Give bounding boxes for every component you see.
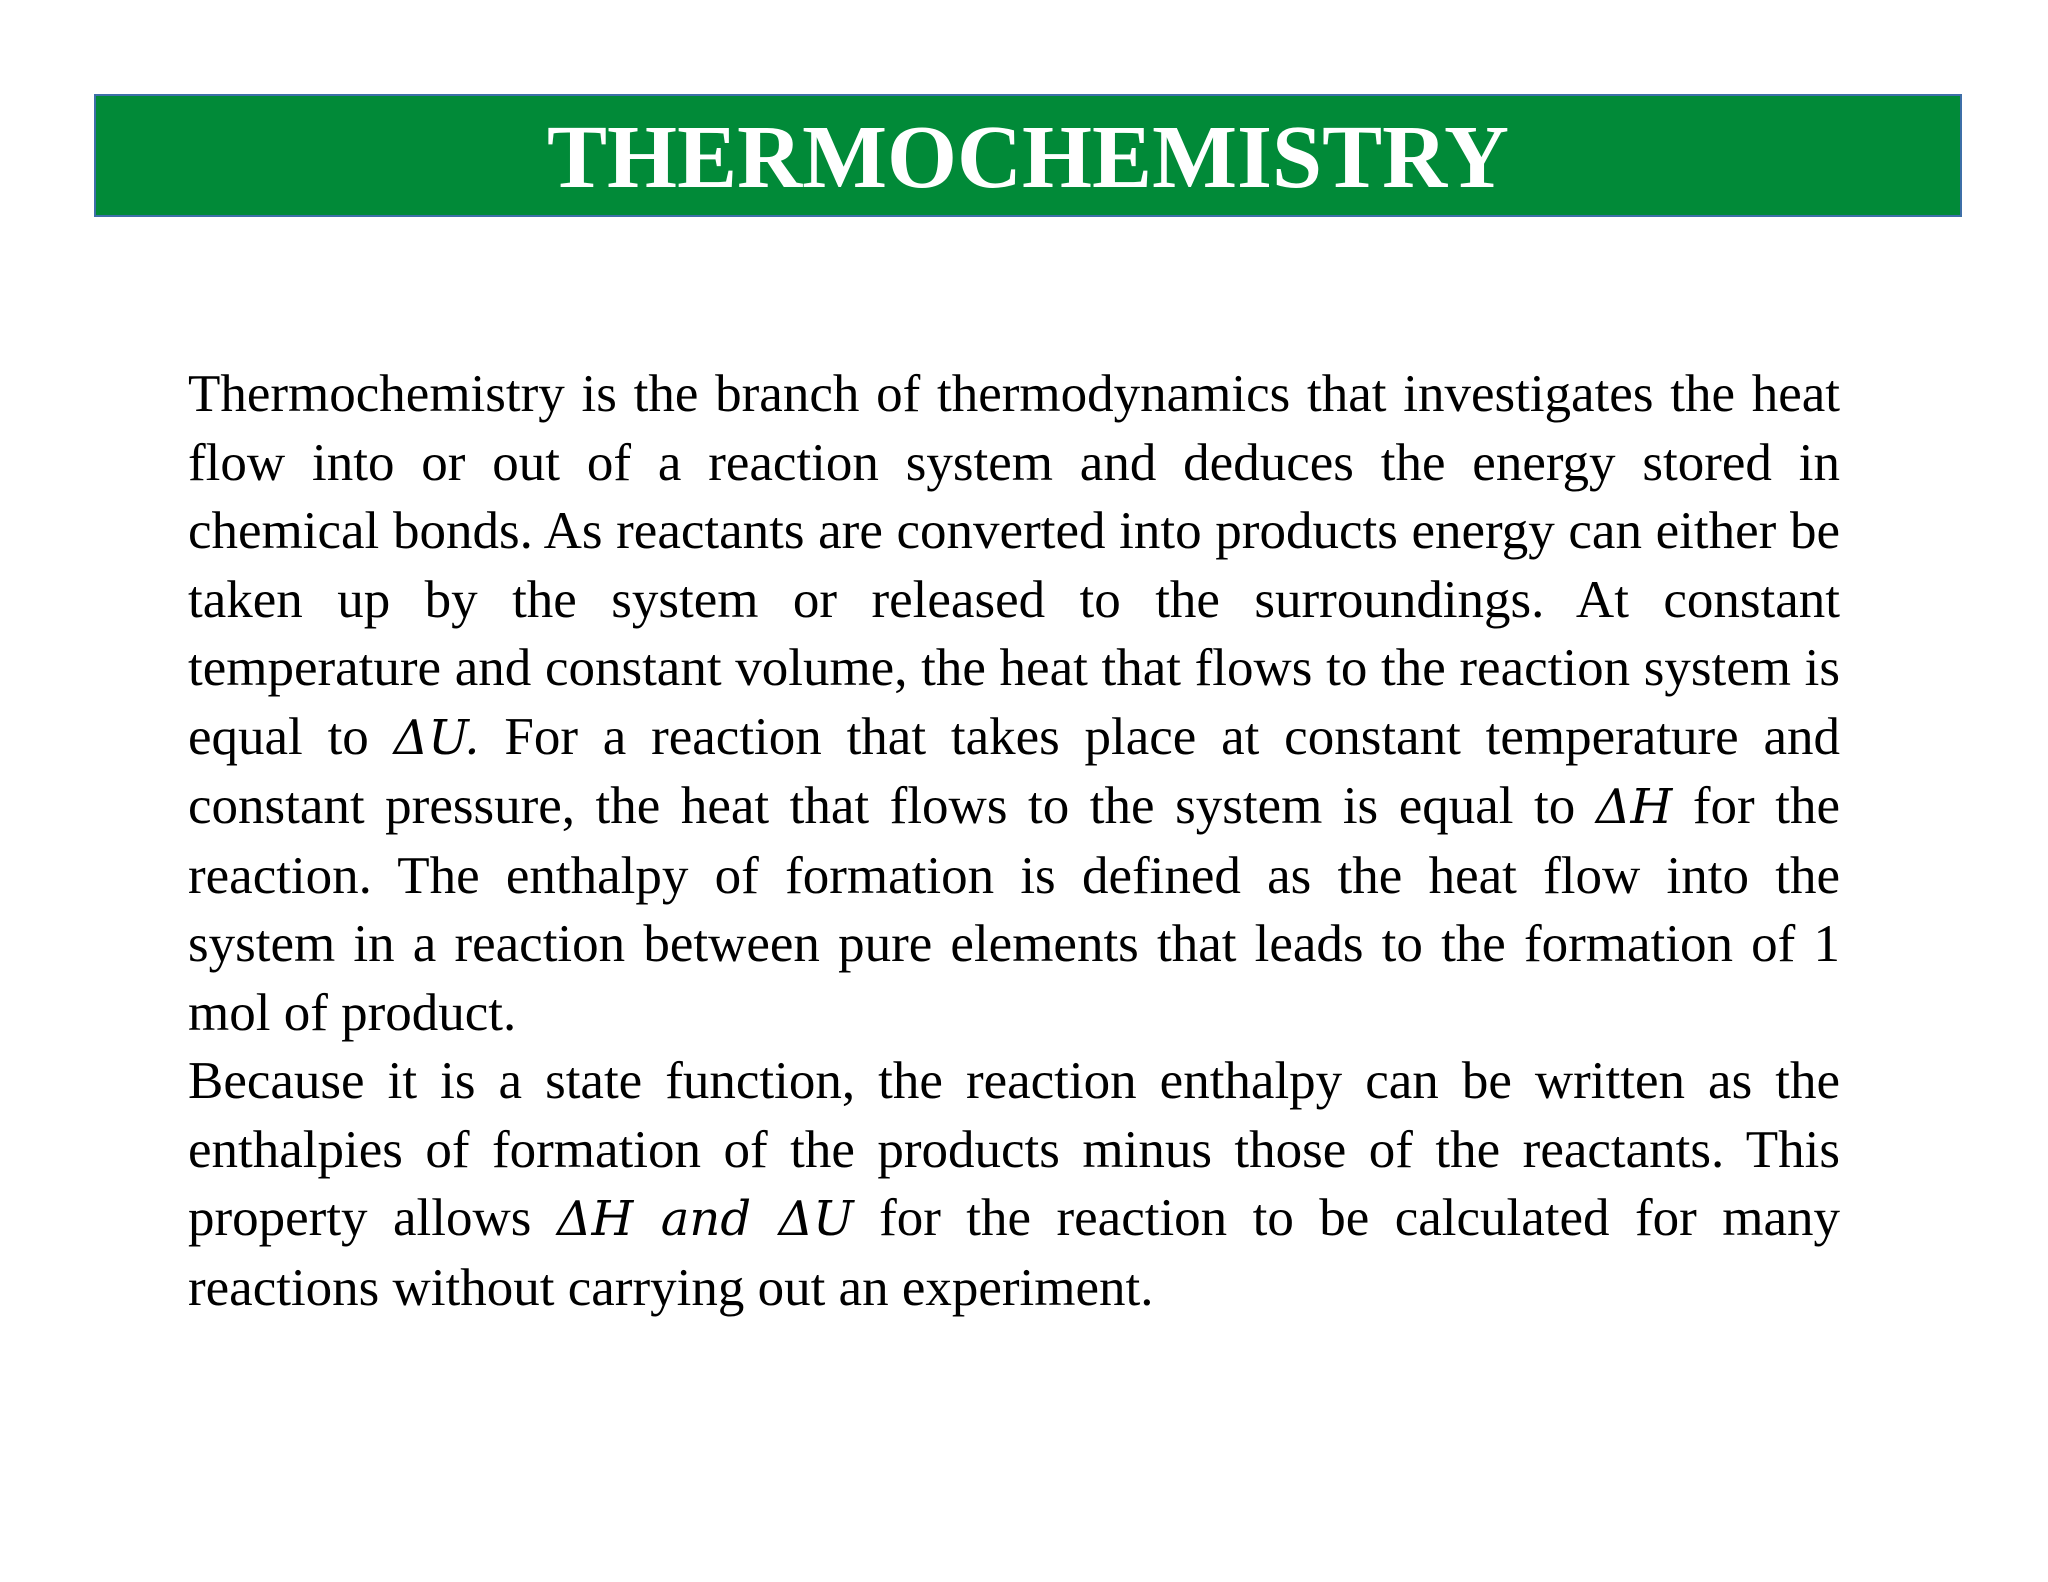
paragraph2-text-2: for the reaction to be calculated for many reactions without carrying out an experiment. [188, 1189, 1840, 1317]
math-delta-h: ΔH [1595, 779, 1673, 835]
paragraph1-text-3: for the reaction. The enthalpy of formation is defined as the heat flow into the system in a reaction between pure elements that leads to the formation of 1 mol of product. [188, 777, 1840, 1042]
paragraph1-text-2: For a reaction that takes place at constant temperature and constant pressure, the heat that flows to the system is equal to [188, 707, 1840, 835]
paragraph1-text-1: Thermochemistry is the branch of thermodynamics that investigates the heat flow into or out of a reaction system and deduces the energy stored in chemical bonds. As reactants are converted into products energy can either be taken up by the system or released to the surroundings. At constant temperature and constant volume, the heat that flows to the reaction system is equal to [188, 365, 1840, 766]
math-delta-u: ΔU. [393, 709, 480, 766]
title-bar [94, 94, 1962, 217]
paragraph2-text-1: Because it is a state function, the reaction enthalpy can be written as the enthalpies of formation of the products minus those of the reactants. This property allows [188, 1052, 1840, 1247]
paragraph-state-function [188, 1047, 1840, 1322]
slide-body [188, 360, 1840, 1322]
math-delta-h-and-delta-u: ΔH and ΔU [556, 1191, 854, 1247]
slide-title: THERMOCHEMISTRY [547, 107, 1509, 207]
paragraph-thermochemistry-definition [188, 360, 1840, 1047]
